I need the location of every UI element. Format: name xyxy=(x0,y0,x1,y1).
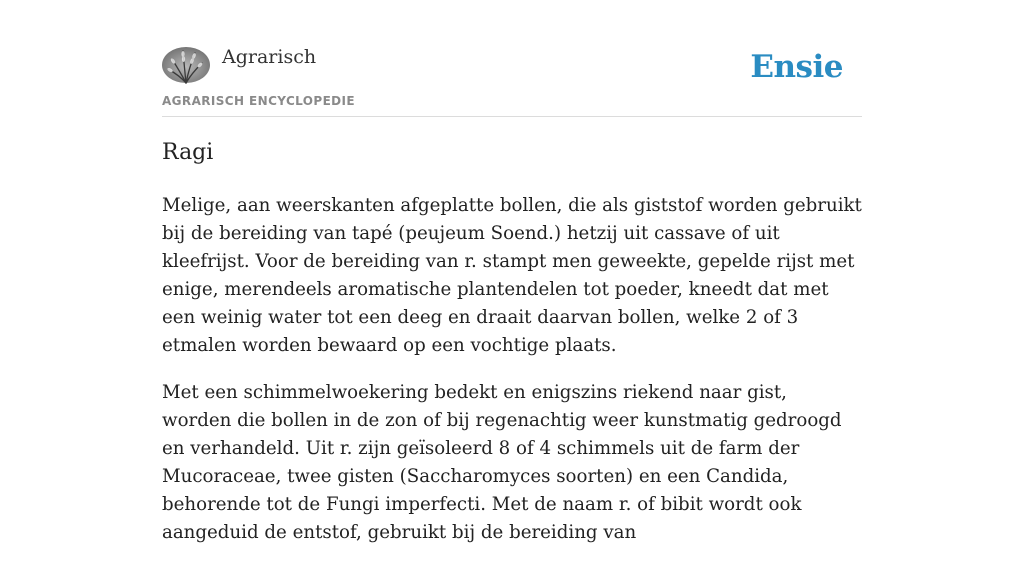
paragraph: Melige, aan weerskanten afgeplatte bollen, die als giststof worden gebruikt bij de bereiding van tapé (peujeum Soend.) hetzij uit cassave of uit kleefrijst. Voor de bereiding van r. stampt men geweekte, gepelde rijst met enige, merendeels aromatische plantendelen tot poeder, kneedt dat met een weinig water tot een deeg en draait daarvan bollen, welke 2 of 3 etmalen worden bewaard op een vochtige plaats. xyxy=(162,195,862,356)
wheat-icon[interactable] xyxy=(162,47,210,83)
paragraph: Met een schimmelwoekering bedekt en enigszins riekend naar gist, worden die bollen in de zon of bij regenachtig weer kunstmatig gedroogd en verhandeld. Uit r. zijn geïsoleerd 8 of 4 schimmels uit de farm der Mucoraceae, twee gisten (Saccharomyces soorten) en een Candida, behorende tot de Fungi imperfecti. Met de naam r. of bibit wordt ook aangeduid de entstof, gebruikt bij de bereiding van xyxy=(162,382,842,543)
source-header xyxy=(162,0,862,117)
article-page xyxy=(162,0,862,543)
source-name[interactable]: Agrarisch xyxy=(222,46,317,68)
article-body xyxy=(162,192,862,566)
page-title: Ragi xyxy=(162,140,214,165)
source-subtitle: AGRARISCH ENCYCLOPEDIE xyxy=(162,94,355,108)
ensie-logo[interactable]: Ensie xyxy=(750,49,843,85)
